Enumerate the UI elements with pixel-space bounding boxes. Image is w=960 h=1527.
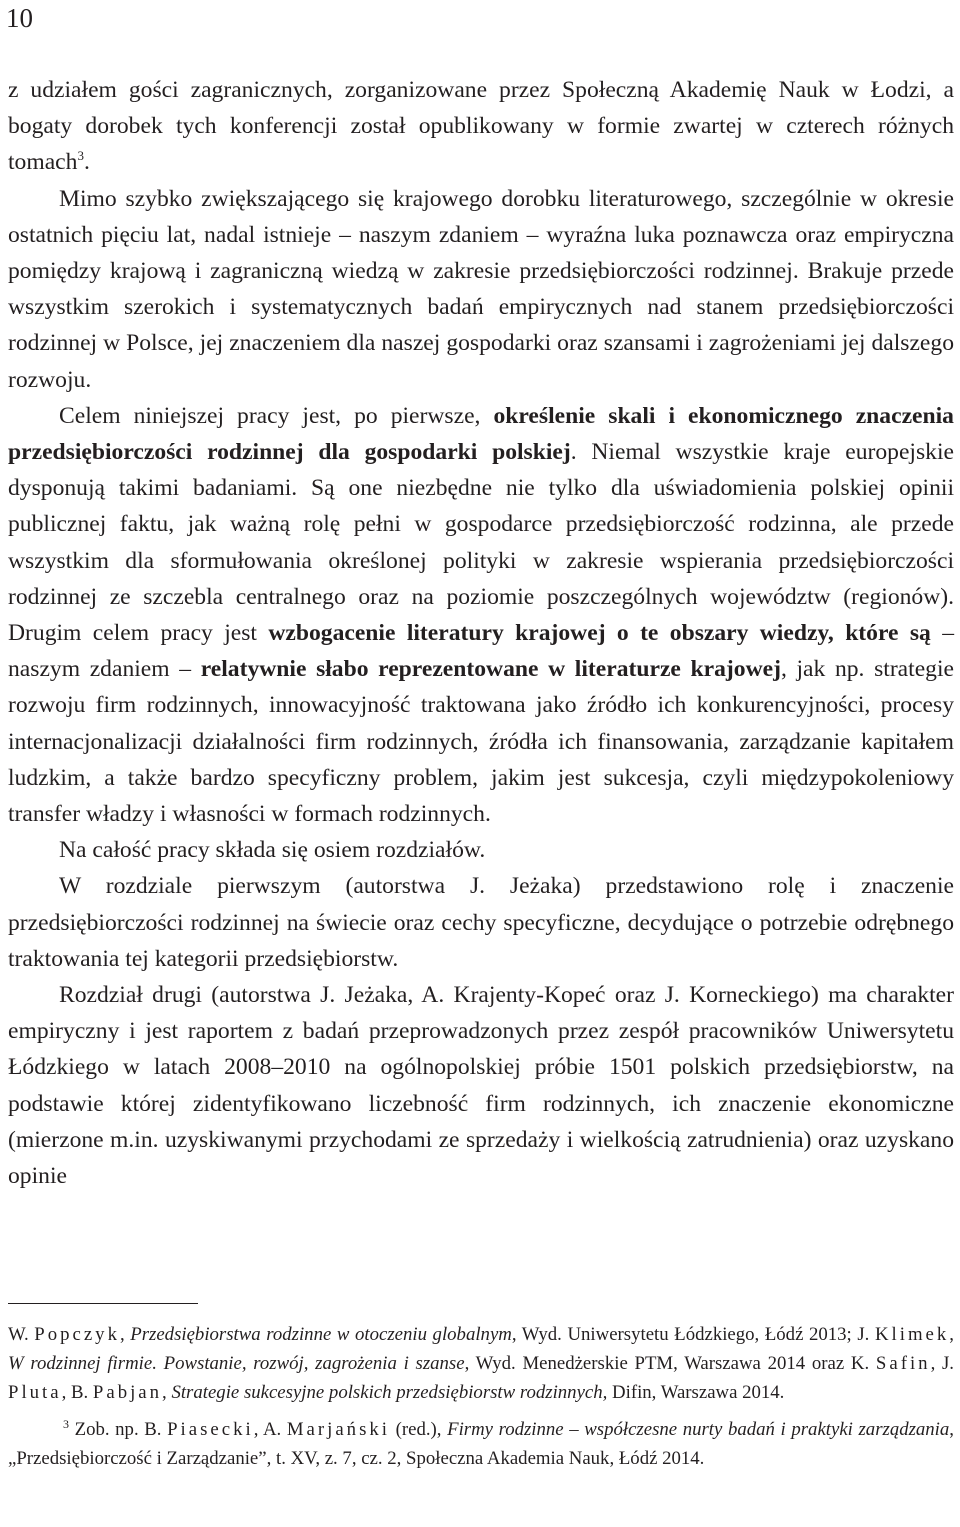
footnotes (8, 1320, 954, 1473)
footnote-author: Popczyk (34, 1324, 120, 1345)
paragraph-text: , jak np. strategie rozwoju firm rodzinnych, innowacyjność traktowana jako źródło ich konkurencyjności, procesy internacjonalizacji działalności firm rodzinnych, źródła ich finansowania, zarządzanie kapitałem ludzkim, a także bardzo specyficzny problem, jakim jest sukcesja, czyli międzypokoleniowy transfer władzy i własności w formach rodzinnych. (8, 656, 955, 828)
bold-text: wzbogacenie literatury krajowej o te obszary wiedzy, które są (268, 620, 931, 647)
footnote-text: , J. (930, 1353, 954, 1374)
footnote-text: , „Przedsiębiorczość i Zarządzanie”, t. XV, z. 7, cz. 2, Społeczna Akademia Nauk, Łódź 2014. (8, 1419, 954, 1469)
paragraph: W rozdziale pierwszym (autorstwa J. Jeżaka) przedstawiono rolę i znaczenie przedsiębiorczości rodzinnej na świecie oraz cechy specyficzne, decydujące o potrzebie odrębnego traktowania tej kategorii przedsiębiorstw. (8, 873, 954, 972)
footnote-text: Zob. np. B. (69, 1419, 168, 1440)
paragraph-text: . (83, 149, 90, 176)
footnote-title: Firmy rodzinne – współczesne nurty badań i praktyki zarządzania (447, 1419, 950, 1440)
footnote-author: Klimek (874, 1324, 950, 1345)
footnote-author: Pabjan (92, 1382, 163, 1403)
footnote-text: , Wyd. Uniwersytetu Łódzkiego, Łódź 2013; J. (511, 1324, 875, 1345)
footnote-author: Pluta (8, 1382, 62, 1403)
footnote-text: , (162, 1382, 172, 1403)
bold-text: określenie skali i ekonomicznego znaczenia przedsiębiorczości rodzinnej dla gospodarki polskiej (8, 402, 954, 466)
footnote-text: , (119, 1324, 131, 1345)
body-text (8, 72, 954, 1194)
paragraph: Mimo szybko zwiększającego się krajowego dorobku literaturowego, szczególnie w okresie ostatnich pięciu lat, nadal istnieje – naszym zdaniem – wyraźna luka poznawcza oraz empiryczna pomiędzy krajową i zagraniczną wiedzą w zakresie przedsiębiorczości rodzinnej. Brakuje przede wszystkim szerokich i systematycznych badań empirycznych nad stanem przedsiębiorczości rodzinnej w Polsce, jej znaczeniem dla naszej gospodarki oraz szansami i zagrożeniami jej dalszego rozwoju. (8, 185, 954, 393)
paragraph (8, 72, 954, 181)
paragraph-text: . Niemal wszystkie kraje europejskie dysponują takimi badaniami. Są one niezbędne nie tylko dla uświadomienia polskiej opinii publicznej faktu, jak ważną rolę pełni w gospodarce przedsiębiorczość rodzinna, ale przede wszystkim dla sformułowania określonej polityki w zakresie wspierania przedsiębiorczości rodzinnej ze szczebla centralnego oraz na poziomie poszczególnych województw (regionów). Drugim celem pracy jest (8, 439, 954, 647)
paragraph-text: z udziałem gości zagranicznych, zorganizowane przez Społeczną Akademię Nauk w Łodzi, a bogaty dorobek tych konferencji został opublikowany w formie zwartej w czterech różnych tomach (8, 77, 954, 176)
footnote-author: Marjański (286, 1419, 390, 1440)
footnote-text: , (949, 1324, 954, 1345)
footnote-text: Difin, Warszawa 2014. (607, 1382, 785, 1403)
page-number: 10 (6, 3, 33, 33)
footnote-text: W. (8, 1324, 35, 1345)
footnote-author: Safin (875, 1353, 931, 1374)
footnote-author: Piasecki (167, 1419, 254, 1440)
footnote-text: , B. (61, 1382, 93, 1403)
footnote-title: Przedsiębiorstwa rodzinne w otoczeniu globalnym (130, 1324, 512, 1345)
paragraph-text: – naszym zdaniem – (8, 620, 954, 683)
bold-text: relatywnie słabo reprezentowane w literaturze krajowej (200, 656, 781, 683)
footnote-title: W rodzinnej firmie. Powstanie, rozwój, zagrożenia i szanse (8, 1353, 465, 1374)
footnote-3 (8, 1415, 954, 1473)
footnote-2 (8, 1320, 954, 1407)
footnote-separator (8, 1303, 198, 1304)
paragraph: Na całość pracy składa się osiem rozdziałów. (59, 837, 486, 864)
footnote-title: Strategie sukcesyjne polskich przedsiębiorstw rodzinnych, (171, 1382, 608, 1403)
paragraph (8, 398, 954, 832)
footnote-text: , A. (253, 1419, 287, 1440)
footnote-number: 3 (63, 1417, 69, 1431)
footnote-text: (red.), (389, 1419, 448, 1440)
footnote-ref: 3 (77, 148, 84, 164)
footnote-text: , Wyd. Menedżerskie PTM, Warszawa 2014 oraz K. (464, 1353, 876, 1374)
paragraph: Rozdział drugi (autorstwa J. Jeżaka, A. Krajenty-Kopeć oraz J. Korneckiego) ma charakter empiryczny i jest raportem z badań przeprowadzonych przez zespół pracowników Uniwersytetu Łódzkiego w latach 2008–2010 na ogólnopolskiej próbie 1501 polskich przedsiębiorstw, na podstawie której zidentyfikowano liczebność firm rodzinnych, ich znaczenie ekonomiczne (mierzone m.in. uzyskiwanymi przychodami ze sprzedaży i wielkością zatrudnienia) oraz uzyskano opinie (8, 982, 954, 1190)
paragraph-text: Celem niniejszej pracy jest, po pierwsze, (59, 402, 494, 429)
